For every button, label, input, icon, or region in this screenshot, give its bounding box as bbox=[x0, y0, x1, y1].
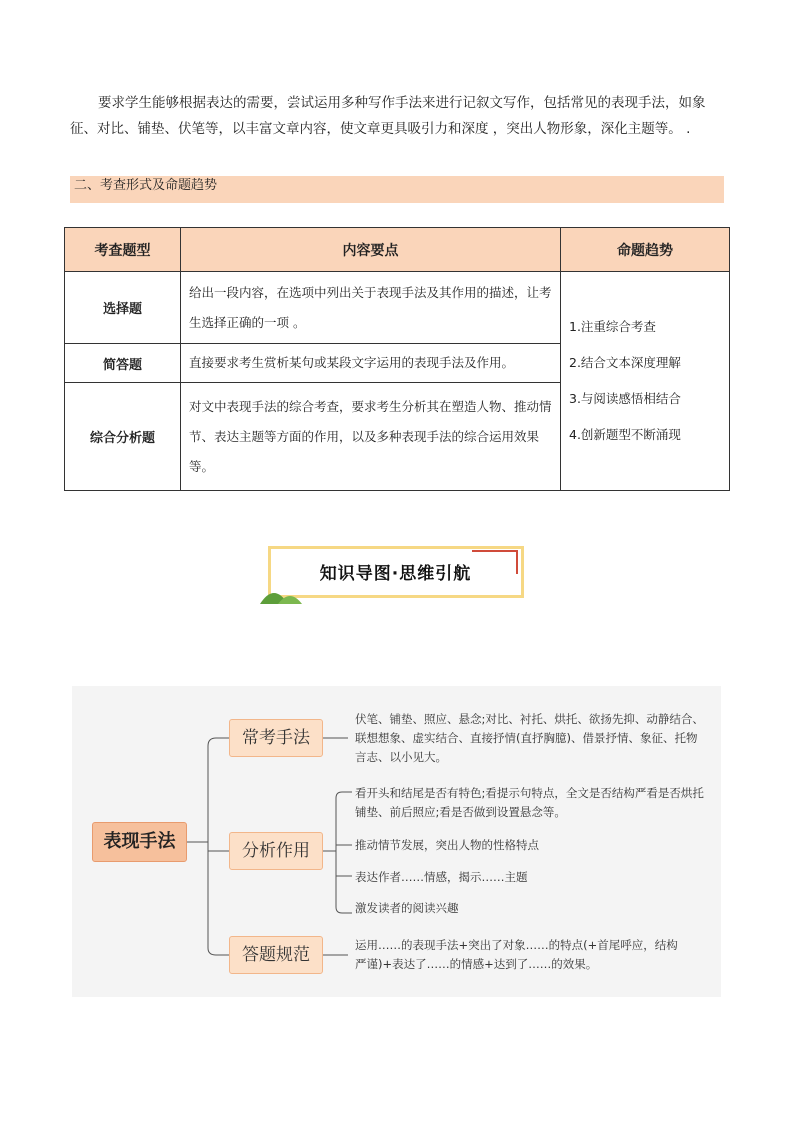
header-content-points: 内容要点 bbox=[181, 228, 561, 272]
banner-accent-line bbox=[472, 550, 516, 552]
trend-item: 4.创新题型不断涌现 bbox=[569, 427, 681, 442]
row-content: 给出一段内容，在选项中列出关于表现手法及其作用的描述，让考生选择正确的一项 。 bbox=[181, 272, 561, 344]
exam-format-table bbox=[64, 227, 730, 491]
mind-map-root: 表现手法 bbox=[92, 822, 187, 862]
section-heading: 二、考查形式及命题趋势 bbox=[70, 176, 724, 203]
trend-item: 1.注重综合考查 bbox=[569, 319, 656, 334]
header-question-type: 考查题型 bbox=[65, 228, 181, 272]
row-content: 对文中表现手法的综合考查，要求考生分析其在塑造人物、推动情节、表达主题等方面的作用，以及多种表现手法的综合运用效果等。 bbox=[181, 383, 561, 491]
branch-common-techniques: 常考手法 bbox=[229, 719, 323, 757]
leaf-text: 表达作者……情感，揭示……主题 bbox=[355, 870, 528, 884]
leaf-text: 伏笔、铺垫、照应、悬念;对比、衬托、烘托、欲扬先抑、动静结合、联想想象、虚实结合、直接抒情(直抒胸臆)、借景抒情、象征、托物言志、以小见大。 bbox=[355, 712, 704, 764]
hills-icon bbox=[258, 578, 308, 604]
leaf-text: 运用……的表现手法+突出了对象……的特点(+首尾呼应，结构严谨)+表达了……的情感+达到了……的效果。 bbox=[355, 938, 678, 971]
knowledge-map-banner bbox=[258, 542, 533, 608]
branch-answer-format: 答题规范 bbox=[229, 936, 323, 974]
row-type: 综合分析题 bbox=[65, 383, 181, 491]
row-type: 选择题 bbox=[65, 272, 181, 344]
table-header-row bbox=[65, 228, 730, 272]
leaf-text: 激发读者的阅读兴趣 bbox=[355, 901, 459, 915]
mind-map bbox=[72, 686, 721, 997]
trend-item: 3.与阅读感悟相结合 bbox=[569, 391, 681, 406]
branch-analysis-effect: 分析作用 bbox=[229, 832, 323, 870]
intro-paragraph: 要求学生能够根据表达的需要，尝试运用多种写作手法来进行记叙文写作，包括常见的表现手法，如象征、对比、铺垫、伏笔等，以丰富文章内容，使文章更具吸引力和深度 ，突出人物形象，深化主题等。 . bbox=[70, 95, 706, 137]
row-type: 简答题 bbox=[65, 344, 181, 383]
trend-item: 2.结合文本深度理解 bbox=[569, 355, 681, 370]
leaf-text: 推动情节发展，突出人物的性格特点 bbox=[355, 838, 539, 852]
banner-title: 知识导图·思维引航 bbox=[319, 564, 472, 584]
trend-cell bbox=[561, 272, 730, 491]
leaf-text: 看开头和结尾是否有特色;看提示句特点，全文是否结构严看是否烘托铺垫、前后照应;看是否做到设置悬念等。 bbox=[355, 786, 704, 819]
header-trend: 命题趋势 bbox=[561, 228, 730, 272]
table-row bbox=[65, 272, 730, 344]
row-content: 直接要求考生赏析某句或某段文字运用的表现手法及作用。 bbox=[181, 344, 561, 383]
